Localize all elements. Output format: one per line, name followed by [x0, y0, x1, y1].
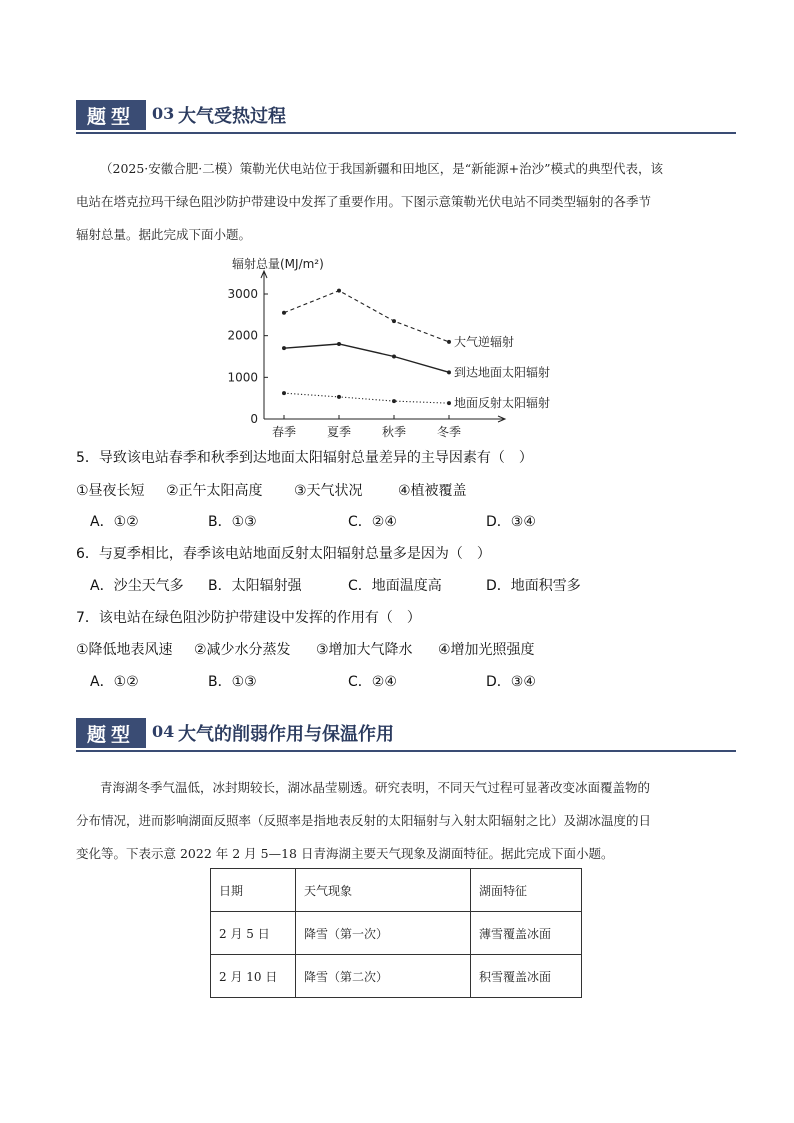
- x-tick-label: 冬季: [436, 425, 462, 439]
- section-badge: 题型: [76, 100, 146, 130]
- intro1-line-3: 辐射总量。据此完成下面小题。: [76, 227, 252, 242]
- q5-option-a[interactable]: A．①②: [90, 514, 139, 530]
- q5-item-4: ④植被覆盖: [398, 483, 467, 499]
- series-label: 到达地面太阳辐射: [454, 365, 551, 380]
- section-divider: [76, 132, 736, 134]
- q7-item-3: ③增加大气降水: [316, 642, 413, 658]
- data-point: [282, 391, 286, 395]
- section-divider: [76, 750, 736, 752]
- q6-option-b[interactable]: B．太阳辐射强: [208, 578, 302, 594]
- data-point: [392, 355, 396, 359]
- data-point: [447, 370, 451, 374]
- weather-table: [210, 868, 582, 998]
- intro2-line-1: 青海湖冬季气温低，冰封期较长，湖冰晶莹剔透。研究表明，不同天气过程可显著改变冰面覆盖物的: [100, 780, 651, 795]
- data-point: [447, 401, 451, 405]
- q5-option-d[interactable]: D．③④: [486, 514, 536, 530]
- intro-paragraph-2: [76, 771, 724, 870]
- table-cell: 2 月 10 日: [211, 955, 296, 998]
- q7-item-2: ②减少水分蒸发: [194, 642, 291, 658]
- table-cell: 积雪覆盖冰面: [471, 955, 582, 998]
- data-point: [392, 319, 396, 323]
- series-line: [284, 393, 449, 403]
- q5-option-c[interactable]: C．②④: [348, 514, 397, 530]
- data-point: [337, 395, 341, 399]
- q6-option-a[interactable]: A．沙尘天气多: [90, 578, 184, 594]
- intro2-line-2: 分布情况，进而影响湖面反照率（反照率是指地表反射的太阳辐射与入射太阳辐射之比）及湖冰温度的日: [76, 813, 652, 828]
- table-header-weather: 天气现象: [296, 869, 471, 912]
- q7-option-b[interactable]: B．①③: [208, 674, 257, 690]
- section-number: 04: [152, 722, 175, 741]
- series-line: [284, 344, 449, 372]
- table-cell: 降雪（第二次）: [296, 955, 471, 998]
- question-5-stem: 5．导致该电站春季和秋季到达地面太阳辐射总量差异的主导因素有（ ）: [76, 450, 533, 466]
- intro1-line-2: 电站在塔克拉玛干绿色阻沙防护带建设中发挥了重要作用。下图示意策勒光伏电站不同类型辐射的各季节: [76, 194, 652, 209]
- section-header-03: [76, 100, 736, 134]
- q7-option-c[interactable]: C．②④: [348, 674, 397, 690]
- section-number: 03: [152, 104, 175, 123]
- q5-item-3: ③天气状况: [294, 483, 363, 499]
- y-tick-label: 1000: [227, 370, 258, 385]
- q5-item-1: ①昼夜长短: [76, 483, 145, 499]
- section-badge: 题型: [76, 718, 146, 748]
- chart-axes: [227, 271, 505, 439]
- data-point: [337, 342, 341, 346]
- table-header-date: 日期: [211, 869, 296, 912]
- q6-option-c[interactable]: C．地面温度高: [348, 578, 442, 594]
- series-label: 大气逆辐射: [454, 334, 515, 349]
- radiation-line-chart: [220, 252, 580, 444]
- x-tick-label: 夏季: [326, 425, 352, 439]
- data-point: [337, 289, 341, 293]
- intro2-line-3: 变化等。下表示意 2022 年 2 月 5—18 日青海湖主要天气现象及湖面特征。据此完成下面小题。: [76, 846, 614, 861]
- chart-series-group: [282, 289, 550, 411]
- table-row: [211, 955, 582, 998]
- table-cell: 薄雪覆盖冰面: [471, 912, 582, 955]
- table-row: [211, 912, 582, 955]
- intro1-line-1: （2025·安徽合肥·二模）策勒光伏电站位于我国新疆和田地区，是“新能源+治沙”模式的典型代表，该: [100, 161, 664, 176]
- q7-item-4: ④增加光照强度: [438, 642, 535, 658]
- q5-item-2: ②正午太阳高度: [166, 483, 263, 499]
- q6-option-d[interactable]: D．地面积雪多: [486, 578, 581, 594]
- table-header-row: [211, 869, 582, 912]
- x-tick-label: 秋季: [381, 425, 407, 439]
- data-point: [282, 311, 286, 315]
- data-point: [392, 399, 396, 403]
- q5-option-b[interactable]: B．①③: [208, 514, 257, 530]
- section-title: 大气的削弱作用与保温作用: [178, 724, 394, 745]
- y-tick-label: 2000: [227, 328, 258, 343]
- data-point: [447, 340, 451, 344]
- y-tick-label: 0: [250, 412, 258, 426]
- intro-paragraph-1: [76, 152, 724, 251]
- series-label: 地面反射太阳辐射: [454, 396, 551, 411]
- series-line: [284, 291, 449, 342]
- question-6-stem: 6．与夏季相比，春季该电站地面反射太阳辐射总量多是因为（ ）: [76, 546, 491, 562]
- section-header-04: [76, 718, 736, 752]
- y-tick-label: 3000: [227, 287, 258, 301]
- table-cell: 降雪（第一次）: [296, 912, 471, 955]
- q7-option-d[interactable]: D．③④: [486, 674, 536, 690]
- q7-item-1: ①降低地表风速: [76, 642, 173, 658]
- chart-y-label: 辐射总量(MJ/m²): [232, 257, 324, 271]
- table-header-surface: 湖面特征: [471, 869, 582, 912]
- q7-option-a[interactable]: A．①②: [90, 674, 139, 690]
- data-point: [282, 346, 286, 350]
- table-cell: 2 月 5 日: [211, 912, 296, 955]
- section-title: 大气受热过程: [178, 106, 286, 127]
- x-tick-label: 春季: [271, 425, 297, 439]
- question-7-stem: 7．该电站在绿色阻沙防护带建设中发挥的作用有（ ）: [76, 610, 421, 626]
